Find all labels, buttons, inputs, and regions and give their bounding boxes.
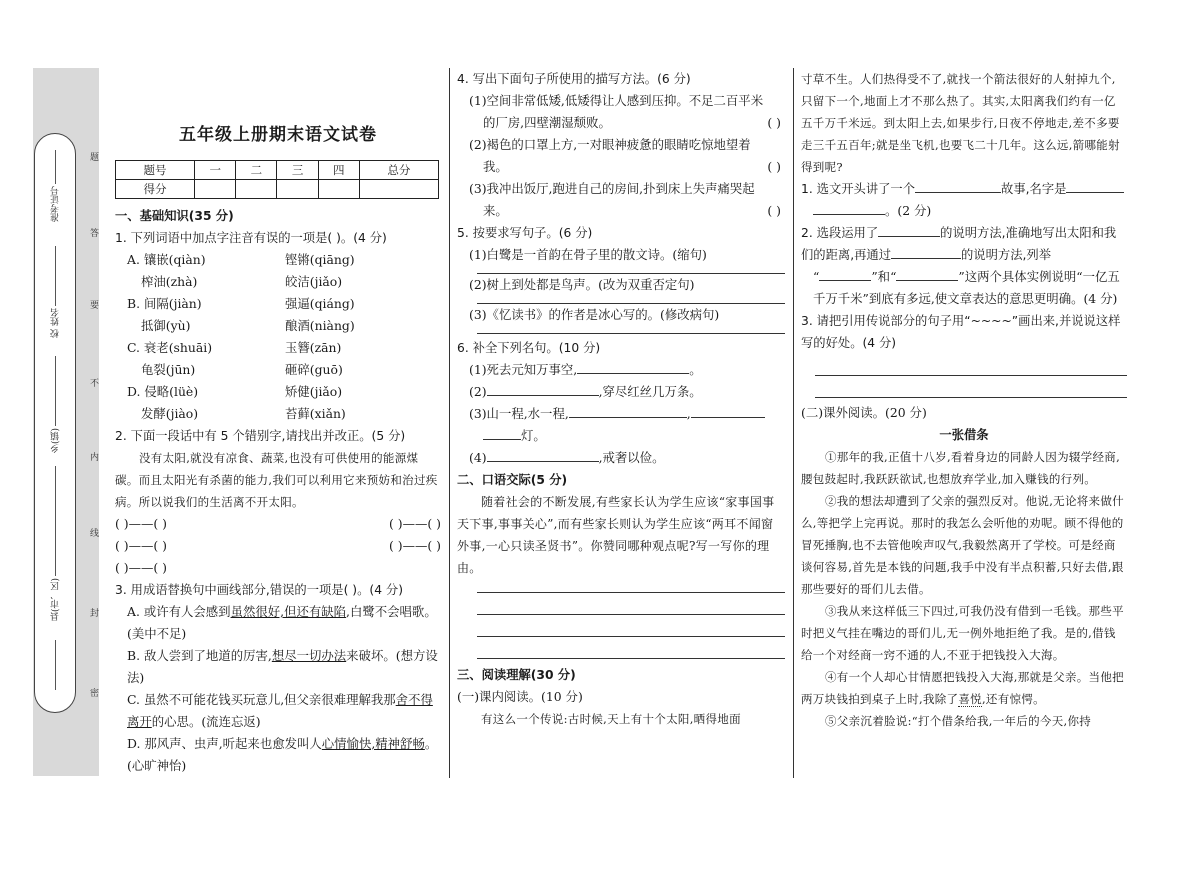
reading-q2-blank[interactable] xyxy=(819,267,871,281)
q3-option-d xyxy=(115,733,441,777)
q1-option: 发酵(jiào) xyxy=(141,406,199,421)
reading-q2-text: 2. 选段运用了 xyxy=(801,226,879,240)
q4-item-1: (1)空间非常低矮,低矮得让人感到压抑。不足二百平米 xyxy=(469,93,764,108)
q6-item-2 xyxy=(457,381,785,403)
score-header: 三 xyxy=(277,161,318,180)
strip-field-school-name: 校 姓名 xyxy=(51,308,61,338)
q5-answer-line[interactable] xyxy=(477,266,785,274)
q1-option: 玉簪(zān) xyxy=(285,340,342,355)
q3-option-text: 的心思。(流连忘返) xyxy=(151,714,261,729)
score-cell[interactable] xyxy=(195,180,236,199)
q6-item-1 xyxy=(457,359,785,381)
oral-answer-line[interactable] xyxy=(477,593,785,615)
q1-option: 皎洁(jiǎo) xyxy=(285,274,343,289)
q5-item-3: (3)《忆读书》的作者是冰心写的。(修改病句) xyxy=(469,307,720,322)
score-cell[interactable] xyxy=(359,180,438,199)
reading-q3 xyxy=(801,310,1127,354)
score-row-label: 得分 xyxy=(116,180,195,199)
reading-subsection-2: (二)课外阅读。(20 分) xyxy=(801,405,927,420)
q1-option-row xyxy=(115,271,441,293)
q3-option-text: B. 敌人尝到了地道的厉害, xyxy=(127,648,272,663)
reading-q1-blank[interactable] xyxy=(915,179,1001,193)
q4-item-text: 来。 xyxy=(483,203,508,218)
reading-passage-start: 有这么一个传说:古时候,天上有十个太阳,晒得地面 xyxy=(481,712,741,726)
reading-q3-text: ”画出来,并说说这样写的好处。(4 分) xyxy=(801,314,1121,350)
q6-blank[interactable] xyxy=(483,426,521,440)
score-header: 总分 xyxy=(359,161,438,180)
reading-subsection-1: (一)课内阅读。(10 分) xyxy=(457,689,583,704)
strip-field-exam-no: 准考证号 xyxy=(51,186,61,222)
seal-char: 内 xyxy=(88,452,98,461)
reading-q1-blank[interactable] xyxy=(813,201,885,215)
strip-field-town: 乡(镇) xyxy=(51,428,61,454)
q1-option: 强逼(qiáng) xyxy=(285,296,355,311)
q2-answer-blank[interactable]: ( )——( ) xyxy=(115,560,167,575)
question-1: 1. 下列词语中加点字注音有误的一项是( )。(4 分) xyxy=(115,231,387,245)
q6-item-4 xyxy=(457,447,785,469)
reading-q2-text: ”和“ xyxy=(871,269,897,284)
question-2: 2. 下面一段话中有 5 个错别字,请找出并改正。(5 分) xyxy=(115,429,406,443)
reading-q3-answer-line[interactable] xyxy=(815,354,1127,376)
q1-option: 酿酒(niàng) xyxy=(285,318,355,333)
strip-line xyxy=(55,150,56,184)
q1-option: 抵御(yù) xyxy=(141,318,191,333)
column-1 xyxy=(115,68,441,777)
q5-item-1: (1)白鹭是一首韵在骨子里的散文诗。(缩句) xyxy=(469,247,707,262)
strip-line xyxy=(55,356,56,426)
score-cell[interactable] xyxy=(236,180,277,199)
q1-option: A. 镶嵌(qiàn) xyxy=(127,252,206,267)
q5-answer-line[interactable] xyxy=(477,296,785,304)
q3-option-a xyxy=(115,601,441,645)
q6-blank[interactable] xyxy=(577,360,689,374)
story-paragraph-2: ②我的想法却遭到了父亲的强烈反对。他说,无论将来做什么,等把学上完再说。那时的我怎么会听他的劝呢。顾不得他的冒死捶胸,也不去管他唉声叹气,我毅然离开了学校。可是经商谈何容易,首先是本钱的问题,我手中没有半点积蓄,只好去借,跟那些要好的哥们儿去借。 xyxy=(801,494,1124,596)
reading-passage-cont: 寸草不生。人们热得受不了,就找一个箭法很好的人射掉九个,只留下一个,地面上才不那么热了。其实,太阳离我们约有一亿五千万千米远。到太阳上去,如果步行,日夜不停地走,差不多要走三千五百年;就是坐飞机,也要飞二十几年。这么远,箭哪能射得到呢? xyxy=(801,72,1120,174)
oral-prompt: 随着社会的不断发展,有些家长认为学生应该“家事国事天下事,事事关心”,而有些家长则认为学生应该“两耳不闻窗外事,一心只读圣贤书”。你赞同哪种观点呢?写一写你的理由。 xyxy=(457,495,775,575)
seal-char: 答 xyxy=(88,228,98,237)
score-cell[interactable] xyxy=(318,180,359,199)
q6-text: , xyxy=(686,406,691,421)
q6-text: 灯。 xyxy=(521,428,546,443)
q2-answer-blank[interactable]: ( )——( ) xyxy=(389,516,441,531)
reading-q3-text: 3. 请把引用传说部分的句子用“ xyxy=(801,314,971,328)
q4-item-3: (3)我冲出饭厅,跑进自己的房间,扑到床上失声痛哭起 xyxy=(469,181,755,196)
section-heading-reading: 三、阅读理解(30 分) xyxy=(457,668,576,682)
q6-text: (3)山一程,水一程, xyxy=(469,406,569,421)
story-text: ,还有惊愕。 xyxy=(981,692,1045,706)
q5-item-2: (2)树上到处都是鸟声。(改为双重否定句) xyxy=(469,277,695,292)
seal-char: 线 xyxy=(88,528,98,537)
question-5: 5. 按要求写句子。(6 分) xyxy=(457,226,593,240)
score-cell[interactable] xyxy=(277,180,318,199)
q6-text: (4) xyxy=(469,450,487,465)
reading-q2-text: 的说明方法,准确地写出太阳和我们的距离,再通过 xyxy=(801,226,1117,262)
oral-answer-line[interactable] xyxy=(477,579,785,593)
story-dotted-word: 喜悦 xyxy=(958,692,982,706)
reading-q2-blank[interactable] xyxy=(891,245,961,259)
seal-char: 要 xyxy=(88,300,98,309)
q3-option-text: 来破坏。(想方设法) xyxy=(127,648,438,685)
q4-item-2-cont xyxy=(457,156,785,178)
score-header: 二 xyxy=(236,161,277,180)
reading-q3-answer-line[interactable] xyxy=(815,376,1127,398)
q1-option: 榨油(zhà) xyxy=(141,274,198,289)
seal-char: 不 xyxy=(88,378,98,387)
reading-q1-text: 1. 选文开头讲了一个 xyxy=(801,182,916,196)
reading-q2-text: ”这两个具体实例说明“一亿五千万千米”到底有多远,使文章表达的意思更明确。(4 分) xyxy=(813,269,1120,306)
q4-answer-paren[interactable]: ( ) xyxy=(767,203,781,218)
q3-underlined: 心情愉快,精神舒畅 xyxy=(321,736,425,751)
q3-option-text: C. 虽然不可能花钱买玩意儿,但父亲很难理解我那 xyxy=(127,692,396,707)
section-heading-oral: 二、口语交际(5 分) xyxy=(457,473,568,487)
q1-option: B. 间隔(jiàn) xyxy=(127,296,202,311)
q6-blank[interactable] xyxy=(569,404,687,418)
q6-blank[interactable] xyxy=(487,382,599,396)
q6-text: (1)死去元知万事空, xyxy=(469,362,578,377)
q1-option-row xyxy=(115,315,441,337)
strip-line xyxy=(55,246,56,306)
q1-option: 苔藓(xiǎn) xyxy=(285,406,346,421)
strip-field-county: 县(市、区) xyxy=(51,578,61,622)
oral-answer-line[interactable] xyxy=(477,615,785,637)
q1-option: 铿锵(qiāng) xyxy=(285,252,355,267)
q1-option-row xyxy=(115,359,441,381)
page-title: 五年级上册期末语文试卷 xyxy=(179,125,377,145)
q5-answer-line[interactable] xyxy=(477,326,785,334)
question-3: 3. 用成语替换句中画线部分,错误的一项是( )。(4 分) xyxy=(115,583,404,597)
strip-line xyxy=(55,640,56,690)
story-paragraph-4 xyxy=(801,666,1127,710)
seal-char: 密 xyxy=(88,688,98,697)
q4-item-text: 的厂房,四壁潮湿颓败。 xyxy=(483,115,611,130)
q6-text: (2) xyxy=(469,384,487,399)
q2-answer-blank[interactable]: ( )——( ) xyxy=(115,538,167,553)
q4-item-text: 我。 xyxy=(483,159,508,174)
q1-option: D. 侵略(lüè) xyxy=(127,384,199,399)
score-header: 题号 xyxy=(116,161,195,180)
q6-text: ,穿尽红丝几万条。 xyxy=(598,384,702,399)
story-title: 一张借条 xyxy=(939,428,989,442)
score-header: 四 xyxy=(318,161,359,180)
q3-option-c xyxy=(115,689,441,733)
q2-answer-row xyxy=(115,513,441,535)
q2-answer-blank[interactable]: ( )——( ) xyxy=(389,538,441,553)
reading-q1-blank[interactable] xyxy=(1066,179,1124,193)
q1-option: 矫健(jiǎo) xyxy=(285,384,343,399)
column-2 xyxy=(457,68,785,730)
q1-option: 砸碎(guō) xyxy=(285,362,343,377)
q4-item-3-cont xyxy=(457,200,785,222)
q3-option-text: A. 或许有人会感到 xyxy=(127,604,231,619)
reading-q2-cont xyxy=(801,266,1127,310)
q3-option-b xyxy=(115,645,441,689)
q3-option-text: D. 那风声、虫声,听起来也愈发叫人 xyxy=(127,736,322,751)
seal-char: 题 xyxy=(88,152,98,161)
reading-q2-blank[interactable] xyxy=(896,267,958,281)
q2-passage: 没有太阳,就没有凉食、蔬菜,也没有可供使用的能源煤碳。而且太阳光有杀菌的能力,我们可以利用它来预妨和治过疾病。所以说我们的生活离不开太阳。 xyxy=(115,451,438,509)
q6-item-3-cont xyxy=(457,425,785,447)
reading-q2-text: “ xyxy=(813,269,820,284)
score-header: 一 xyxy=(195,161,236,180)
story-text: ④有一个人却心甘情愿把钱投入大海,那就是父亲。当他把两万块钱拍到桌子上时,我除了 xyxy=(801,670,1124,706)
seal-char: 封 xyxy=(88,608,98,617)
q1-option-row xyxy=(115,337,441,359)
question-6: 6. 补全下列名句。(10 分) xyxy=(457,341,601,355)
q1-option-row xyxy=(115,249,441,271)
wavy-line-mark: ~~~~ xyxy=(970,314,1012,328)
q3-underlined: 虽然很好,但还有缺陷 xyxy=(230,604,347,619)
q3-option-text: 。(心旷神怡) xyxy=(127,736,438,773)
q2-answer-blank[interactable]: ( )——( ) xyxy=(115,516,167,531)
reading-q1-text: 故事,名字是 xyxy=(1001,182,1067,196)
oral-answer-line[interactable] xyxy=(477,637,785,659)
q4-answer-paren[interactable]: ( ) xyxy=(767,159,781,174)
story-paragraph-3: ③我从来这样低三下四过,可我仍没有借到一毛钱。那些平时把义气挂在嘴边的哥们儿,无一例外地拒绝了我。是的,借钱给一个对经商一窍不通的人,不亚于把钱投入大海。 xyxy=(801,604,1124,662)
column-divider xyxy=(449,68,450,778)
story-paragraph-1: ①那年的我,正值十八岁,看着身边的同龄人因为辍学经商,腰包鼓起时,我跃跃欲试,也想放弃学业,加入赚钱的行列。 xyxy=(801,450,1121,486)
q6-blank[interactable] xyxy=(487,448,599,462)
column-3 xyxy=(801,68,1127,732)
reading-q2-text: 的说明方法,列举 xyxy=(961,248,1051,262)
reading-q1-cont xyxy=(801,200,1127,222)
q6-text: 。 xyxy=(689,362,702,377)
reading-q1 xyxy=(801,178,1127,200)
q2-answer-row xyxy=(115,557,441,579)
reading-q1-text: 。(2 分) xyxy=(885,203,932,218)
q1-option: C. 衰老(shuāi) xyxy=(127,340,213,355)
score-table-row xyxy=(116,180,439,199)
score-table-header-row xyxy=(116,161,439,180)
q3-underlined: 想尽一切办法 xyxy=(271,648,347,663)
question-4: 4. 写出下面句子所使用的描写方法。(6 分) xyxy=(457,72,691,86)
reading-q2 xyxy=(801,222,1127,266)
q1-option-row xyxy=(115,293,441,315)
q1-option-row xyxy=(115,403,441,425)
q3-option-text: ,白鹭不会唱歌。(美中不足) xyxy=(127,604,437,641)
q4-item-1-cont xyxy=(457,112,785,134)
column-divider xyxy=(793,68,794,778)
story-paragraph-5: ⑤父亲沉着脸说:“打个借条给我,一年后的今天,你持 xyxy=(825,714,1092,728)
q1-option-row xyxy=(115,381,441,403)
score-table xyxy=(115,160,439,199)
q6-text: ,戒奢以俭。 xyxy=(598,450,665,465)
q4-answer-paren[interactable]: ( ) xyxy=(767,115,781,130)
q3-underlined: 舍不得离开 xyxy=(127,692,433,729)
q6-blank[interactable] xyxy=(691,404,765,418)
q2-answer-row xyxy=(115,535,441,557)
reading-q2-blank[interactable] xyxy=(878,223,940,237)
q4-item-2: (2)褐色的口罩上方,一对眼神疲惫的眼睛吃惊地望着 xyxy=(469,137,751,152)
q6-item-3 xyxy=(457,403,785,425)
section-heading-basics: 一、基础知识(35 分) xyxy=(115,209,234,223)
strip-line xyxy=(55,466,56,576)
q1-option: 龟裂(jūn) xyxy=(141,362,196,377)
